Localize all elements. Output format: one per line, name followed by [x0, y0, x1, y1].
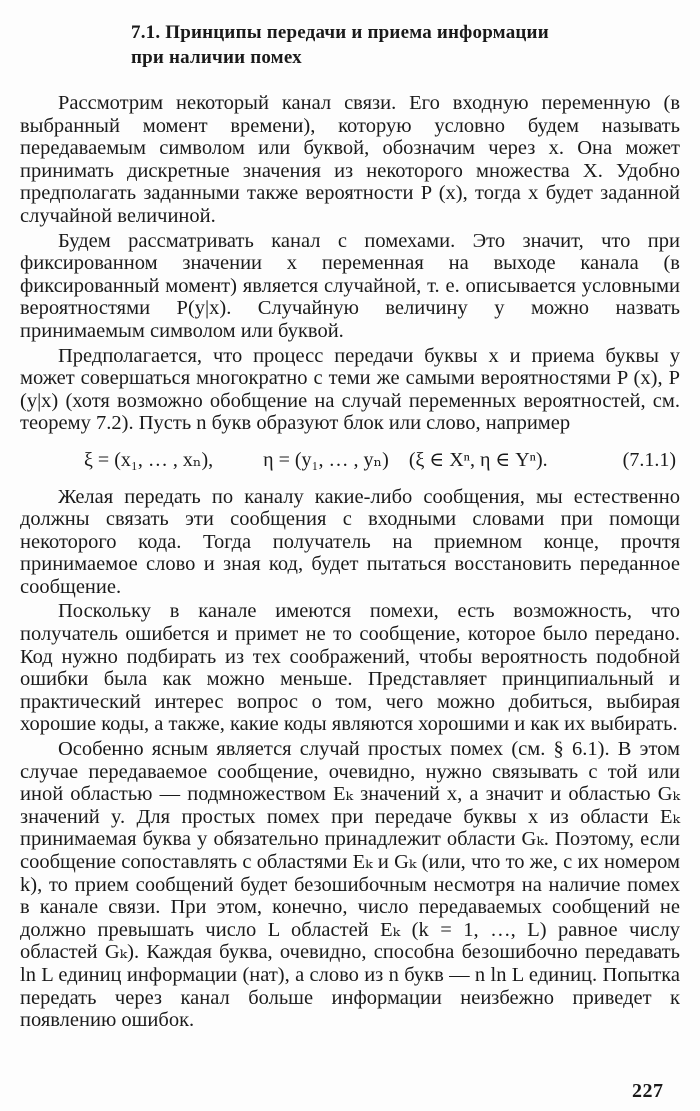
paragraph-4: Желая передать по каналу какие-либо сообщения, мы естественно должны связать эти сообщения с входными словами при помощи некоторого кода. Тогда получатель на приемном конце, прочтя принимаемое слово и зная код, будет пытаться восстановить переданное сообщение.: [20, 485, 680, 598]
equation-eta: η = (y₁, … , yₙ): [263, 448, 389, 471]
paragraph-6: Особенно ясным является случай простых помех (см. § 6.1). В этом случае передаваемое сообщение, очевидно, нужно связывать с той или иной областью — подмножеством Eₖ значений x, а значит и областью Gₖ значений y. Для простых помех при передаче буквы x из области Eₖ принимаемая буква y обязательно принадлежит области Gₖ. Поэтому, если сообщение сопоставлять с областями Eₖ и Gₖ (или, что то же, с их номером k), то прием сообщений будет безошибочным несмотря на наличие помех в канале связи. При этом, конечно, число передаваемых сообщений не должно превышать число L областей Eₖ (k = 1, …, L) равное числу областей Gₖ). Каждая буква, очевидно, способна безошибочно передавать ln L единиц информации (нат), а слово из n букв — n ln L единиц. Попытка передать через канал больше информации неизбежно приведет к появлению ошибок.: [20, 738, 680, 1032]
paragraph-1: Рассмотрим некоторый канал связи. Его входную переменную (в выбранный момент времени), которую условно будем называть передаваемым символом или буквой, обозначим через x. Она может принимать дискретные значения из некоторого множества X. Удобно предполагать заданными также вероятности P (x), тогда x будет заданной случайной величиной.: [20, 92, 680, 227]
section-title-line-2: при наличии помех: [131, 47, 302, 68]
paragraph-5: Поскольку в канале имеются помехи, есть возможность, что получатель ошибется и примет не то сообщение, которое было передано. Код нужно подбирать из тех соображений, чтобы вероятность подобной ошибки была как можно меньше. Представляет принципиальный и практический интерес вопрос о том, чего можно добиться, выбирая хорошие коды, а также, какие коды являются хорошими и как их выбирать.: [20, 600, 680, 736]
body-text: [20, 92, 680, 1034]
equation-condition: (ξ ∈ Xⁿ, η ∈ Yⁿ).: [408, 448, 548, 471]
equation-7-1-1: [20, 449, 680, 472]
equation-xi: ξ = (x₁, … , xₙ),: [84, 448, 214, 471]
paragraph-2: Будем рассматривать канал с помехами. Это значит, что при фиксированном значении x переменная на выходе канала (в фиксированный момент) является случайной, т. е. описывается условными вероятностями P(y|x). Случайную величину y можно назвать принимаемым символом или буквой.: [20, 229, 680, 342]
paragraph-3: Предполагается, что процесс передачи буквы x и приема буквы y может совершаться многократно с теми же самыми вероятностями P (x), P (y|x) (хотя возможно обобщение на случай переменных вероятностей, см. теорему 7.2). Пусть n букв образуют блок или слово, например: [20, 344, 680, 435]
page-number: 227: [632, 1080, 664, 1102]
section-heading: [131, 20, 651, 70]
section-title-line-1: 7.1. Принципы передачи и приема информации: [131, 22, 549, 43]
equation-number: (7.1.1): [622, 448, 676, 471]
